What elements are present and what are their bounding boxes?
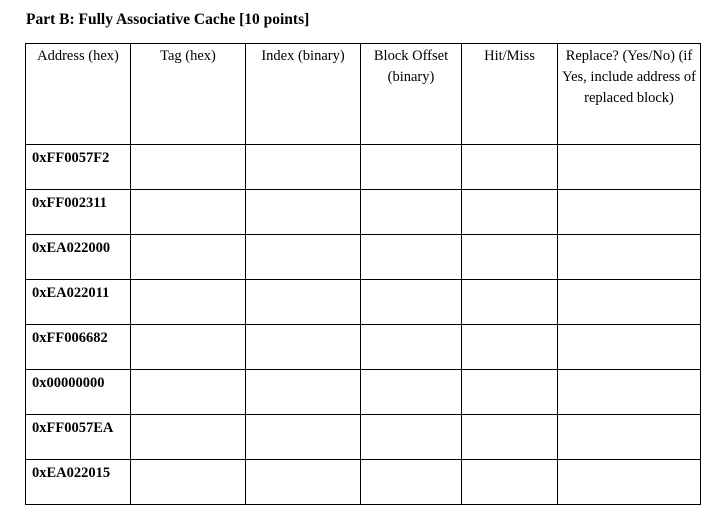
tag-cell[interactable] [131,370,246,415]
address-cell: 0xEA022011 [26,280,131,325]
block-offset-cell[interactable] [361,145,462,190]
block-offset-cell[interactable] [361,460,462,505]
replace-cell[interactable] [558,415,701,460]
header-block-offset: Block Offset (binary) [361,44,462,145]
index-cell[interactable] [246,145,361,190]
tag-cell[interactable] [131,235,246,280]
table-row [26,460,701,505]
replace-cell[interactable] [558,280,701,325]
hit-miss-cell[interactable] [462,190,558,235]
index-cell[interactable] [246,325,361,370]
hit-miss-cell[interactable] [462,145,558,190]
replace-cell[interactable] [558,325,701,370]
hit-miss-cell[interactable] [462,280,558,325]
address-cell: 0x00000000 [26,370,131,415]
hit-miss-cell[interactable] [462,235,558,280]
replace-cell[interactable] [558,460,701,505]
header-replace: Replace? (Yes/No) (if Yes, include address of replaced block) [558,44,701,145]
cache-table [25,43,701,505]
tag-cell[interactable] [131,190,246,235]
block-offset-cell[interactable] [361,190,462,235]
hit-miss-cell[interactable] [462,415,558,460]
tag-cell[interactable] [131,415,246,460]
address-cell: 0xFF0057F2 [26,145,131,190]
block-offset-cell[interactable] [361,325,462,370]
table-row [26,280,701,325]
table-row [26,190,701,235]
tag-cell[interactable] [131,280,246,325]
replace-cell[interactable] [558,370,701,415]
header-tag: Tag (hex) [131,44,246,145]
tag-cell[interactable] [131,460,246,505]
address-cell: 0xEA022015 [26,460,131,505]
address-cell: 0xFF0057EA [26,415,131,460]
replace-cell[interactable] [558,190,701,235]
index-cell[interactable] [246,415,361,460]
index-cell[interactable] [246,190,361,235]
address-cell: 0xFF002311 [26,190,131,235]
tag-cell[interactable] [131,325,246,370]
section-heading: Part B: Fully Associative Cache [10 points] [26,11,310,28]
address-cell: 0xEA022000 [26,235,131,280]
block-offset-cell[interactable] [361,415,462,460]
header-row [26,44,701,145]
header-index: Index (binary) [246,44,361,145]
tag-cell[interactable] [131,145,246,190]
index-cell[interactable] [246,235,361,280]
header-hit-miss: Hit/Miss [462,44,558,145]
header-address: Address (hex) [26,44,131,145]
table-row [26,325,701,370]
hit-miss-cell[interactable] [462,370,558,415]
index-cell[interactable] [246,370,361,415]
address-cell: 0xFF006682 [26,325,131,370]
block-offset-cell[interactable] [361,235,462,280]
table-row [26,370,701,415]
table-row [26,235,701,280]
block-offset-cell[interactable] [361,370,462,415]
replace-cell[interactable] [558,145,701,190]
index-cell[interactable] [246,280,361,325]
hit-miss-cell[interactable] [462,460,558,505]
table-row [26,415,701,460]
index-cell[interactable] [246,460,361,505]
table-row [26,145,701,190]
block-offset-cell[interactable] [361,280,462,325]
hit-miss-cell[interactable] [462,325,558,370]
replace-cell[interactable] [558,235,701,280]
